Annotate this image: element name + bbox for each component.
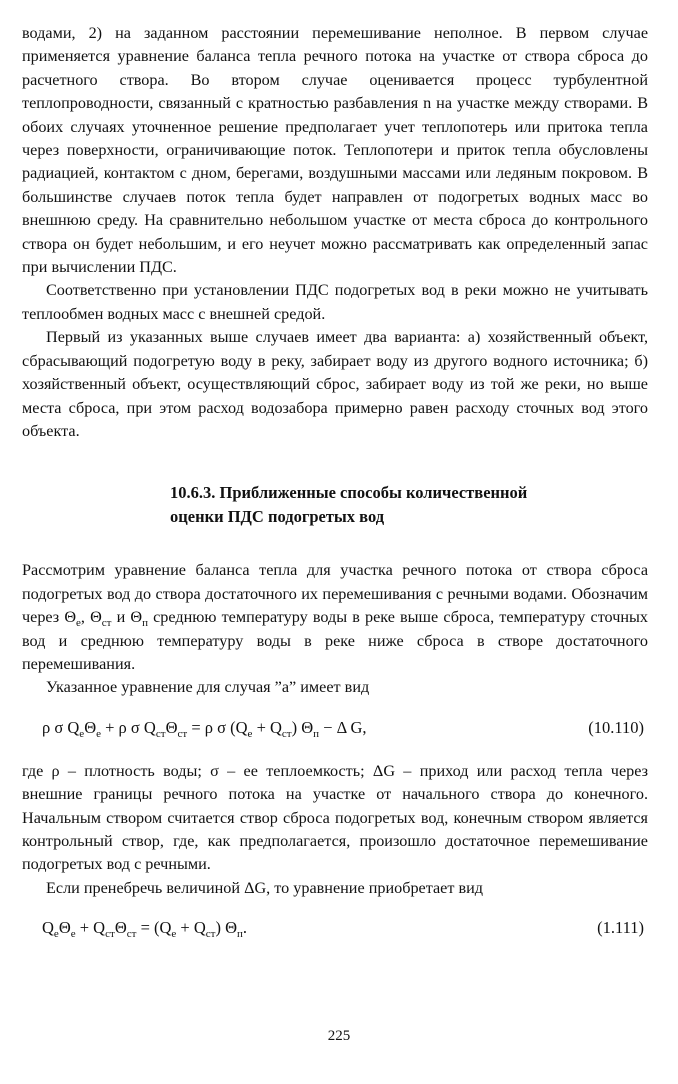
equation-10-110-formula: ρ σ $Q_е\Theta_е + \rho$ σ $Q_{ст}\Theta_{ст} = \rho$ σ $(Q_е + Q_{ст}) \Theta_п - \Delta$ G,: [42, 717, 367, 740]
symbol-theta-p: Θ: [130, 608, 143, 627]
subscript-st: ст: [101, 617, 112, 630]
subscript-e: е: [76, 617, 81, 630]
page-number: 225: [327, 1028, 351, 1044]
equation-1-111-formula: $Q_е\Theta_е + Q_{ст}\Theta_{ст} = (Q_е + Q_{ст})$ $\Theta_п$.: [42, 918, 248, 941]
paragraph-heat-exchange: Соответственно при установлении ПДС подогретых вод в реки можно не учитывать теплообмен водных масс с внешней средой.: [22, 281, 648, 323]
intro-text-before: Рассмотрим уравнение баланса тепла для участка речного потока от створа сброса подогретых вод до створа достаточного их перемешивания с речными водами. Обозначим через: [22, 561, 648, 627]
subscript-p: п: [142, 617, 148, 630]
equation-10-110-number: (10.110): [588, 717, 644, 737]
paragraph-intro: [22, 559, 648, 676]
intro-comma: ,: [80, 608, 91, 627]
section-heading-line-1: 10.6.3. Приближенные способы количественной: [170, 483, 528, 503]
intro-and: и: [111, 608, 131, 627]
section-heading: [22, 481, 648, 529]
equation-1-111-number: (1.111): [597, 918, 644, 938]
paragraph-case-a: Указанное уравнение для случая ”а” имеет вид: [46, 678, 370, 697]
symbol-theta-st: Θ: [90, 608, 102, 627]
symbol-theta-e: Θ: [64, 608, 77, 627]
intro-text-after: среднюю температуру воды в реке выше сброса, температуру сточных вод и среднюю температуру воды в реке ниже сброса в створе достаточного перемешивания.: [22, 608, 649, 673]
section-heading-line-2: оценки ПДС подогретых вод: [170, 507, 385, 527]
paragraph-continuation: водами, 2) на заданном расстоянии перемешивание неполное. В первом случае применяется уравнение баланса тепла речного потока на участке от створа сброса до расчетного створа. Во втором случае оценивается процесс турбулентной теплопроводности, связанный с кратностью разбавления n на участке между створами. В обоих случаях уточненное решение предполагает учет теплопотерь или притока тепла через поверхности, ограничивающие поток. Теплопотери и приток тепла обусловлены радиацией, контактом с дном, берегами, воздушными массами или ледяным покровом. В большинстве случаев поток тепла будет направлен от подогретых водных масс во внешнюю среду. На сравнительно небольшом участке от места сброса до контрольного створа он будет небольшим, и его неучет можно рассматривать как определенный запас при вычислении ПДС.: [22, 24, 648, 277]
paragraph-where: где ρ – плотность воды; σ – ее теплоемкость; ΔG – приход или расход тепла через внешние границы речного потока на участке от начального створа до конечного. Начальным створом считается створ сброса подогретых вод, конечным створом является контрольный створ, где, как предполагается, произошло достаточное перемешивание подогретых вод с речными.: [22, 761, 648, 874]
paragraph-neglect: Если пренебречь величиной ΔG, то уравнение приобретает вид: [46, 878, 484, 897]
paragraph-variants: Первый из указанных выше случаев имеет два варианта: а) хозяйственный объект, сбрасывающий подогретую воду в реку, забирает воду из другого водного источника; б) хозяйственный объект, осуществляющий сброс, забирает воду из той же реки, но выше места сброса, при этом расход водозабора примерно равен расходу сточных вод этого объекта.: [22, 328, 648, 440]
equation-1-111: [22, 914, 648, 942]
equation-10-110: [22, 714, 648, 742]
